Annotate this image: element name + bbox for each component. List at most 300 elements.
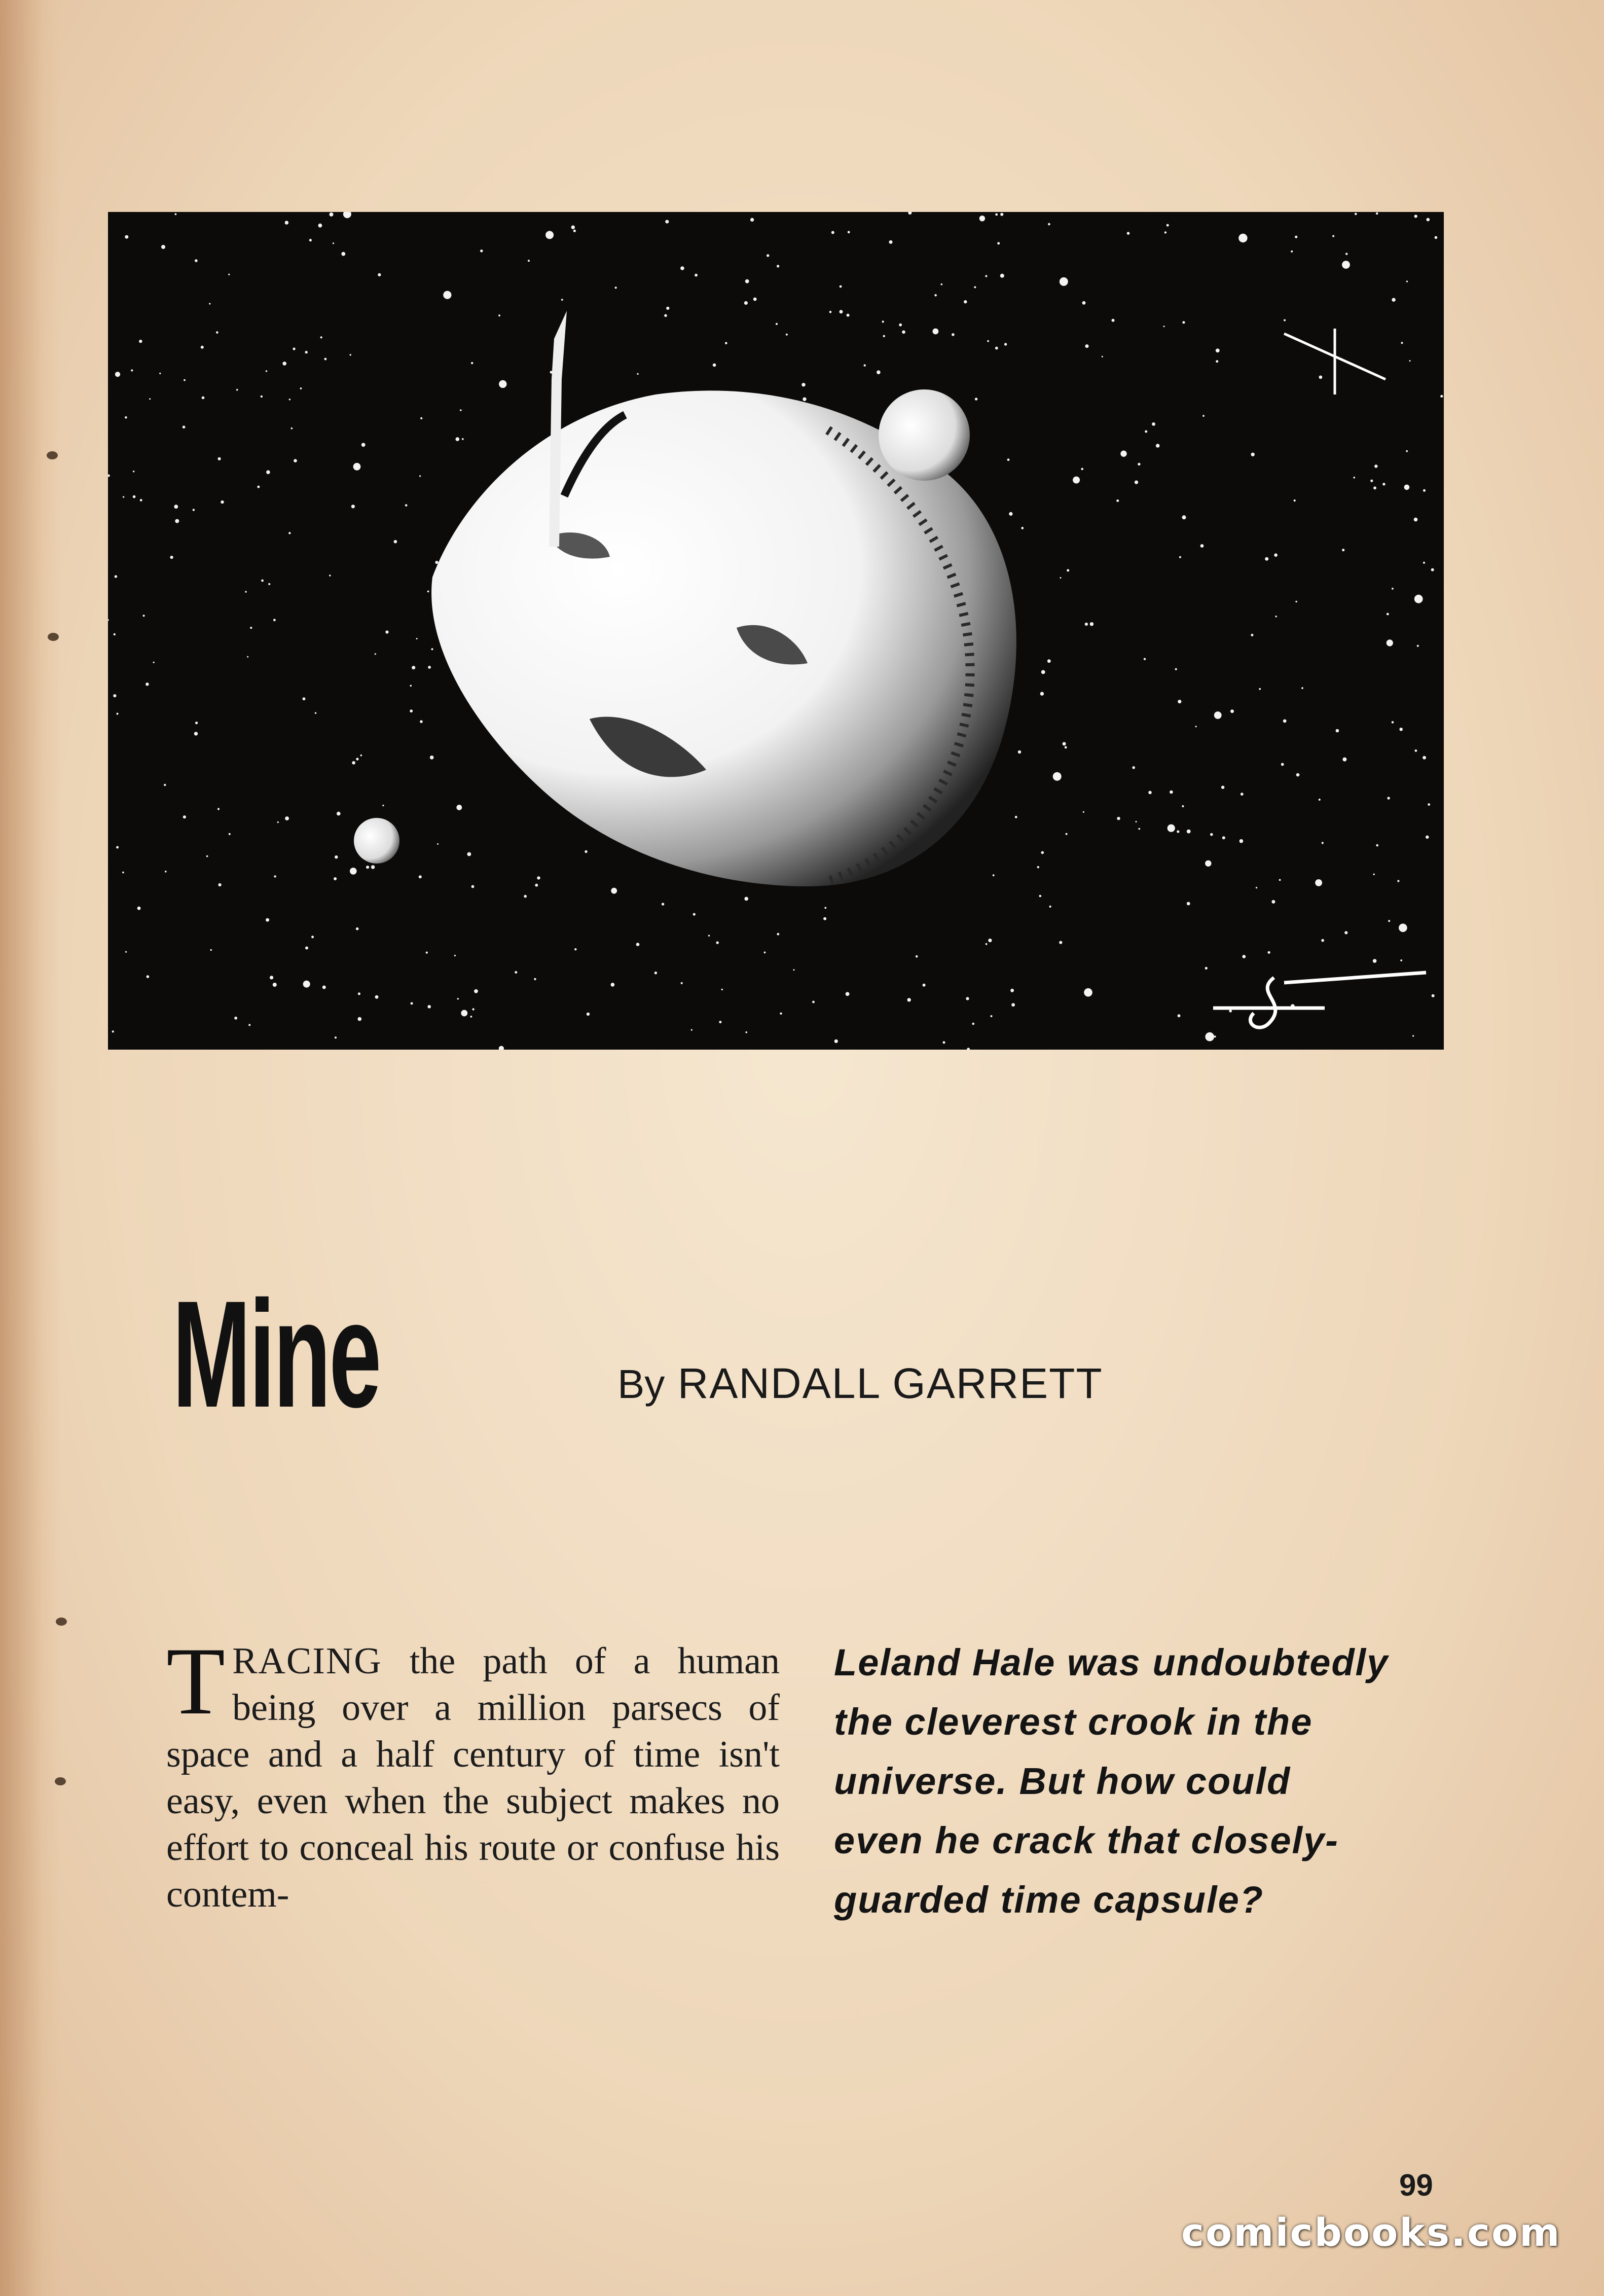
star — [174, 505, 178, 509]
star — [777, 933, 779, 936]
star — [195, 722, 198, 724]
star — [1202, 415, 1205, 417]
star — [305, 351, 308, 353]
star — [499, 1046, 504, 1050]
star — [131, 369, 133, 371]
star — [266, 370, 267, 372]
star — [471, 885, 475, 888]
star — [1432, 994, 1435, 997]
star — [780, 1013, 782, 1015]
star — [108, 619, 109, 621]
star — [1294, 499, 1296, 501]
star — [1048, 223, 1050, 226]
star — [282, 362, 286, 366]
asteroid-illustration — [108, 212, 1444, 1050]
star — [974, 286, 976, 288]
star — [122, 872, 124, 874]
author-name: RANDALL GARRETT — [677, 1359, 1103, 1407]
star — [988, 939, 992, 942]
byline — [617, 1359, 1103, 1408]
star — [335, 855, 338, 858]
star — [1170, 791, 1173, 794]
star — [1040, 692, 1044, 695]
star — [1345, 253, 1347, 255]
star — [1387, 639, 1393, 646]
star — [270, 976, 273, 979]
star — [1373, 874, 1375, 875]
star — [1015, 816, 1017, 818]
star — [1230, 709, 1234, 713]
star — [1136, 821, 1137, 822]
star — [426, 952, 428, 954]
star — [1435, 236, 1438, 239]
star — [1322, 842, 1324, 844]
star — [1216, 348, 1220, 352]
star — [847, 314, 850, 317]
sparkle-star-icon — [1284, 329, 1386, 394]
star — [933, 329, 939, 335]
star — [637, 373, 638, 375]
star — [716, 941, 719, 944]
star — [834, 1039, 838, 1043]
star — [285, 221, 288, 224]
star — [1415, 749, 1417, 752]
star — [427, 591, 429, 593]
star — [681, 982, 683, 984]
star — [964, 300, 967, 303]
star — [114, 633, 116, 635]
star — [776, 323, 778, 325]
star — [1127, 232, 1130, 235]
star — [574, 948, 576, 950]
star — [923, 984, 926, 987]
star — [1132, 766, 1135, 769]
star — [993, 874, 995, 876]
blurb-line: even he crack that closely- — [834, 1819, 1339, 1861]
star — [1414, 214, 1417, 218]
star — [471, 362, 473, 364]
star — [1291, 250, 1293, 253]
star — [1409, 360, 1411, 362]
star — [261, 396, 263, 398]
star — [1112, 319, 1115, 322]
star — [217, 808, 220, 810]
star — [1144, 658, 1146, 660]
star — [571, 226, 575, 229]
star — [666, 307, 669, 310]
star — [1275, 616, 1277, 617]
star — [1279, 879, 1281, 881]
star — [1018, 750, 1021, 754]
star — [1007, 458, 1010, 461]
star — [1047, 659, 1051, 663]
star — [236, 389, 238, 391]
star — [311, 936, 314, 938]
star — [147, 975, 150, 978]
star — [165, 871, 167, 873]
star — [361, 443, 366, 447]
star — [943, 1041, 945, 1044]
blurb-line: the cleverest crook in the — [834, 1701, 1313, 1743]
star — [218, 457, 221, 460]
star — [995, 213, 998, 216]
star — [1168, 824, 1175, 832]
star — [125, 235, 128, 239]
star — [175, 519, 179, 523]
star — [1010, 989, 1014, 992]
star — [831, 231, 834, 234]
star — [721, 989, 723, 990]
star — [1182, 515, 1186, 519]
star — [883, 335, 885, 337]
star — [303, 697, 306, 700]
star — [164, 784, 166, 786]
star — [899, 324, 902, 327]
star — [1268, 951, 1270, 954]
star — [877, 370, 881, 374]
star — [665, 220, 669, 224]
star — [1412, 1035, 1414, 1036]
star — [1342, 261, 1350, 269]
star — [1205, 860, 1211, 867]
star — [1066, 833, 1068, 835]
star — [385, 630, 388, 633]
star — [812, 1001, 815, 1003]
star — [175, 213, 177, 216]
lead-in-smallcaps: RACING — [232, 1640, 382, 1682]
star — [289, 399, 290, 400]
star — [1238, 234, 1247, 242]
star — [777, 265, 779, 267]
star — [1145, 431, 1147, 433]
star — [882, 320, 884, 322]
star — [1426, 836, 1429, 839]
star — [1000, 274, 1004, 278]
star — [140, 499, 142, 501]
star — [115, 575, 117, 578]
star — [371, 865, 375, 869]
star — [443, 291, 451, 299]
small-moon — [354, 818, 399, 864]
star — [456, 437, 460, 441]
star — [846, 992, 850, 996]
star — [499, 380, 506, 388]
star — [382, 805, 384, 806]
star — [221, 500, 224, 504]
star — [470, 1016, 472, 1018]
star — [329, 575, 331, 576]
star — [803, 398, 806, 401]
star — [1440, 395, 1443, 398]
star — [159, 373, 161, 374]
star — [1187, 902, 1190, 906]
star — [183, 815, 186, 818]
star — [412, 666, 415, 669]
star — [908, 212, 912, 214]
star — [456, 805, 462, 810]
star — [1376, 212, 1378, 215]
star — [234, 1017, 237, 1020]
star — [1102, 356, 1103, 357]
star — [1241, 793, 1244, 796]
star — [133, 495, 136, 498]
star — [143, 615, 145, 617]
star — [274, 875, 276, 877]
star — [285, 816, 289, 820]
star — [170, 556, 173, 559]
star — [1392, 588, 1394, 590]
star — [1053, 772, 1062, 781]
star — [410, 709, 413, 712]
star — [428, 666, 431, 669]
star — [1083, 811, 1084, 813]
star — [303, 981, 310, 988]
star — [691, 1029, 692, 1031]
star — [1259, 688, 1261, 690]
star — [1004, 343, 1007, 345]
star — [823, 917, 826, 920]
star — [356, 927, 359, 930]
artist-signature-icon — [1213, 973, 1426, 1027]
star — [153, 662, 155, 663]
star — [309, 239, 312, 241]
star — [1090, 622, 1093, 626]
star — [375, 653, 376, 655]
star — [1265, 557, 1268, 561]
star — [585, 850, 587, 853]
star — [1229, 1010, 1232, 1013]
star — [108, 475, 110, 477]
star — [1177, 830, 1179, 833]
star — [324, 358, 327, 361]
star — [840, 285, 842, 288]
star — [1296, 773, 1300, 777]
star — [1428, 803, 1430, 806]
binding-hole-icon — [55, 1777, 66, 1785]
star — [467, 852, 471, 856]
star — [353, 463, 361, 471]
star — [206, 855, 208, 857]
star — [419, 475, 421, 477]
star — [1210, 833, 1213, 836]
star — [719, 1021, 721, 1023]
star — [218, 883, 222, 886]
star — [416, 638, 418, 639]
star — [460, 409, 462, 411]
star — [210, 949, 212, 951]
star — [934, 294, 937, 297]
star — [322, 986, 326, 989]
star — [1295, 601, 1297, 602]
star — [534, 978, 536, 980]
star — [764, 952, 766, 954]
star — [350, 868, 357, 875]
binding-hole-icon — [47, 451, 58, 459]
star — [277, 821, 279, 823]
star — [1427, 218, 1430, 222]
star — [112, 1030, 114, 1032]
star — [1271, 900, 1275, 904]
star — [360, 755, 362, 757]
star — [662, 903, 664, 905]
star — [1344, 931, 1347, 934]
star — [420, 720, 423, 723]
star — [979, 216, 985, 221]
star — [113, 694, 116, 697]
star — [1222, 836, 1225, 839]
star — [840, 310, 843, 313]
star — [941, 283, 943, 285]
star — [431, 648, 433, 650]
star — [472, 1008, 474, 1010]
star — [334, 877, 337, 880]
star — [1021, 527, 1024, 529]
star — [753, 298, 757, 301]
star — [636, 943, 640, 946]
star — [907, 998, 911, 1001]
star — [268, 583, 270, 585]
star — [995, 347, 998, 350]
star — [184, 379, 186, 381]
star — [183, 425, 186, 428]
star — [294, 459, 297, 462]
star — [1085, 344, 1089, 348]
star — [1187, 830, 1191, 834]
star — [1063, 742, 1066, 745]
star — [1397, 880, 1399, 882]
star — [1179, 556, 1181, 558]
star — [161, 245, 165, 249]
star — [587, 1013, 590, 1016]
star — [273, 983, 277, 987]
star — [1423, 562, 1425, 564]
star — [1182, 805, 1184, 807]
star — [300, 387, 302, 389]
star — [967, 1048, 970, 1050]
star — [1065, 746, 1067, 749]
star — [744, 897, 748, 901]
star — [480, 249, 483, 252]
star — [1373, 486, 1376, 489]
star — [654, 972, 657, 974]
blurb-line: guarded time capsule? — [834, 1879, 1264, 1921]
star — [693, 913, 696, 916]
star — [139, 340, 142, 343]
star — [1138, 463, 1140, 465]
star — [1342, 549, 1344, 551]
star — [695, 274, 698, 277]
star — [247, 656, 248, 658]
star — [725, 342, 727, 344]
binding-hole-icon — [48, 633, 59, 641]
star — [333, 242, 334, 244]
star — [202, 397, 205, 400]
star — [537, 876, 540, 879]
star — [1423, 756, 1426, 760]
star — [1041, 851, 1044, 854]
star — [1009, 512, 1012, 516]
star — [1205, 1032, 1214, 1042]
star — [1387, 613, 1389, 616]
star — [437, 843, 439, 845]
star — [115, 372, 120, 377]
star — [410, 685, 412, 687]
star — [708, 935, 710, 937]
star — [1399, 728, 1403, 731]
star — [216, 331, 218, 334]
star — [1084, 988, 1092, 997]
star — [1039, 895, 1042, 898]
star — [435, 561, 438, 564]
star — [985, 275, 987, 277]
star — [427, 1005, 431, 1009]
star — [352, 761, 355, 765]
star — [975, 398, 977, 400]
star — [1315, 879, 1322, 886]
star — [1164, 231, 1166, 233]
star — [750, 218, 754, 222]
star — [1414, 518, 1418, 522]
star — [1041, 670, 1045, 674]
star — [1392, 721, 1394, 724]
star — [1251, 453, 1255, 456]
star — [1205, 967, 1208, 970]
star — [528, 260, 530, 262]
star — [664, 314, 667, 317]
byline-prefix: By — [617, 1361, 665, 1407]
star — [454, 955, 456, 956]
star — [1178, 700, 1181, 703]
star — [1073, 477, 1080, 484]
star — [561, 299, 563, 301]
star — [997, 242, 1000, 244]
star — [305, 947, 308, 950]
star — [1387, 797, 1390, 799]
blurb-line: universe. But how could — [834, 1760, 1291, 1802]
star — [611, 888, 617, 894]
star — [987, 340, 989, 342]
star — [1221, 786, 1224, 789]
star — [1370, 480, 1373, 482]
star — [889, 240, 893, 244]
star — [745, 1031, 747, 1033]
star — [194, 732, 198, 735]
blurb-line: Leland Hale was undoubtedly — [834, 1641, 1389, 1683]
star — [824, 907, 826, 909]
star — [793, 969, 795, 971]
star — [1399, 924, 1407, 932]
star — [1182, 321, 1185, 324]
star — [801, 383, 805, 386]
star — [1148, 791, 1152, 795]
star — [356, 758, 358, 760]
star — [193, 509, 195, 511]
star — [1401, 342, 1403, 344]
star — [991, 1015, 993, 1017]
star — [125, 416, 127, 419]
star — [358, 992, 360, 995]
star — [394, 540, 397, 544]
star — [1251, 634, 1253, 636]
star — [228, 274, 230, 275]
star — [335, 1036, 337, 1038]
binding-hole-icon — [56, 1618, 67, 1626]
star — [515, 971, 517, 974]
large-moon — [879, 389, 970, 481]
star — [358, 1017, 362, 1021]
story-opening-paragraph — [166, 1628, 780, 1918]
star — [1373, 959, 1377, 963]
